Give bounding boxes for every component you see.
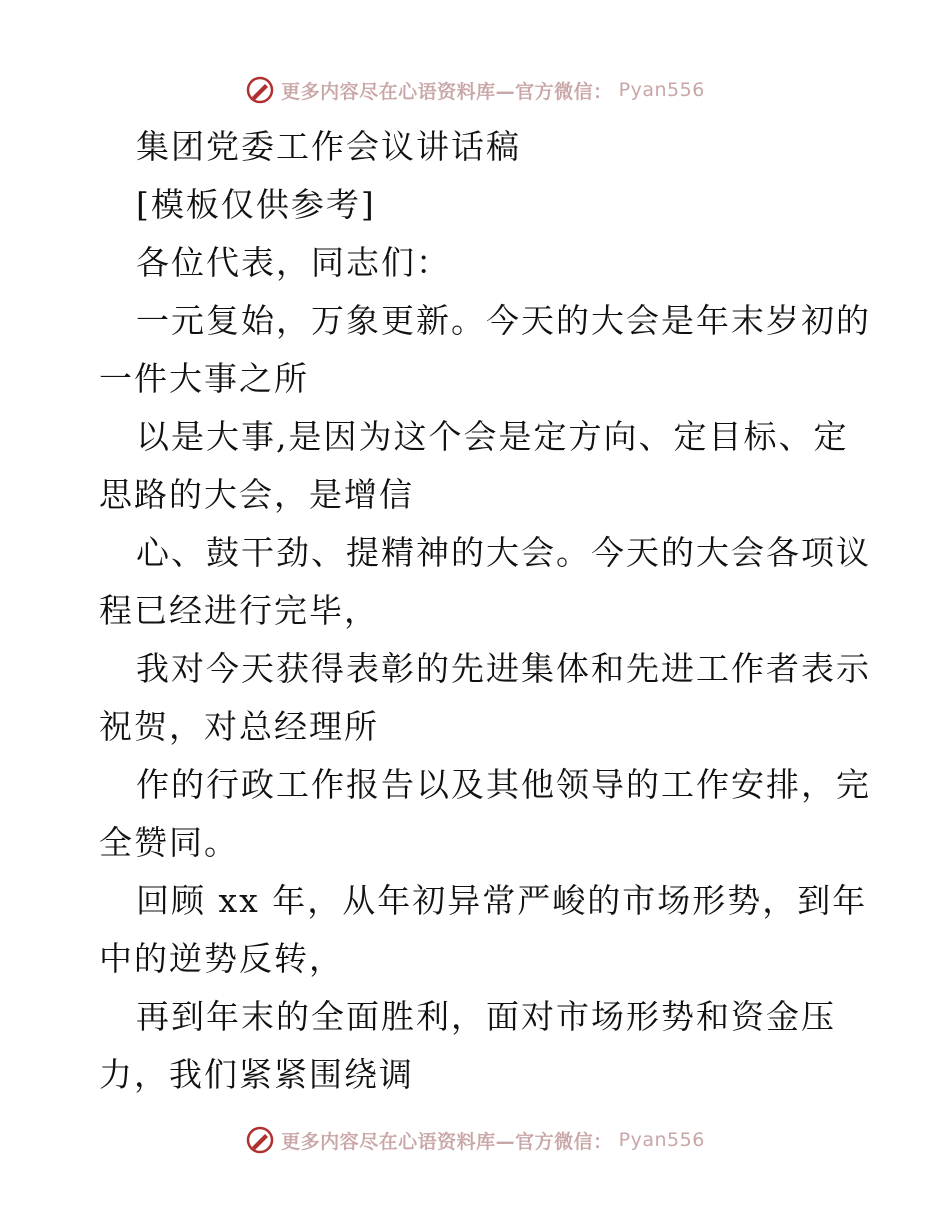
document-title: 集团党委工作会议讲话稿 (136, 127, 521, 166)
text-line: 一件大事之所 (99, 359, 309, 398)
banner-text: 更多内容尽在心语资料库—官方微信： (281, 1130, 613, 1153)
text-line: [模板仅供参考] (136, 185, 376, 224)
text-line: 思路的大会，是增信 (99, 475, 414, 514)
header-watermark-banner (0, 70, 950, 110)
banner-wechat-id: Pyan556 (618, 1129, 705, 1151)
text-line: 心、鼓干劲、提精神的大会。今天的大会各项议 (136, 533, 871, 572)
text-line: 一元复始，万象更新。今天的大会是年末岁初的 (136, 301, 871, 340)
banner-text: 更多内容尽在心语资料库—官方微信： (281, 80, 613, 103)
pen-logo-icon (245, 1125, 275, 1155)
text-line: 各位代表，同志们： (136, 243, 451, 282)
footer-watermark-banner (0, 1120, 950, 1160)
text-line: 我对今天获得表彰的先进集体和先进工作者表示 (136, 649, 871, 688)
pen-logo-icon (245, 75, 275, 105)
text-line: 力，我们紧紧围绕调 (99, 1055, 414, 1094)
text-line: 作的行政工作报告以及其他领导的工作安排，完 (136, 765, 871, 804)
text-line: 以是大事,是因为这个会是定方向、定目标、定 (136, 417, 849, 456)
text-line: 程已经进行完毕， (99, 591, 379, 630)
text-line: 全赞同。 (99, 823, 239, 862)
text-line: 再到年末的全面胜利，面对市场形势和资金压 (136, 997, 836, 1036)
text-line: 祝贺，对总经理所 (99, 707, 379, 746)
text-line: 中的逆势反转， (99, 939, 344, 978)
banner-wechat-id: Pyan556 (618, 79, 705, 101)
document-body (99, 118, 871, 1104)
text-line: 回顾 xx 年，从年初异常严峻的市场形势，到年 (136, 881, 868, 920)
